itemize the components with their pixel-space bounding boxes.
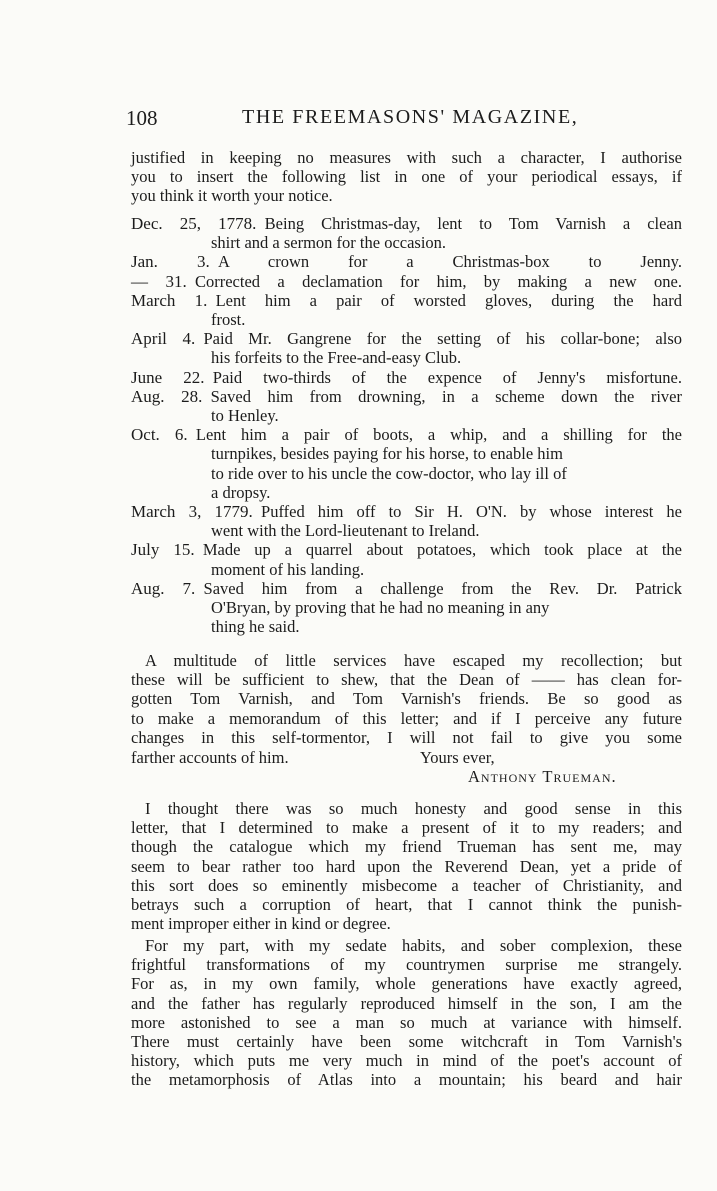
ledger-entry bbox=[131, 291, 682, 329]
text-line: seem to bear rather too hard upon the Reverend Dean, yet a pride of bbox=[131, 856, 682, 876]
text-line: you to insert the following list in one of your periodical essays, if bbox=[131, 167, 682, 187]
entry-text: A crown for a Christmas-box to Jenny. bbox=[217, 252, 682, 272]
entry-date: Jan. 3. bbox=[131, 252, 210, 272]
text-line: justified in keeping no measures with such a character, I authorise bbox=[131, 148, 682, 167]
ledger-entry bbox=[131, 387, 682, 425]
entry-first-line bbox=[131, 425, 682, 444]
text-line: this sort does so eminently misbecome a teacher of Christianity, and bbox=[131, 875, 682, 895]
entry-continuation-line: his forfeits to the Free-and-easy Club. bbox=[211, 348, 462, 368]
text-line: to make a memorandum of this letter; and if I perceive any future bbox=[131, 708, 682, 728]
entry-text: Paid two-thirds of the expence of Jenny's misfortune. bbox=[212, 367, 682, 387]
entry-continuation-line: shirt and a sermon for the occasion. bbox=[211, 233, 447, 253]
ledger-entry bbox=[131, 579, 682, 637]
entry-first-line bbox=[131, 368, 682, 387]
entry-date: — 31. bbox=[131, 271, 187, 291]
entry-continuation-line: went with the Lord-lieutenant to Ireland. bbox=[211, 521, 480, 541]
text-line: the metamorphosis of Atlas into a mountain; his beard and hair bbox=[131, 1070, 682, 1090]
entry-date: Oct. 6. bbox=[131, 425, 188, 445]
page-header bbox=[126, 104, 682, 138]
text-line: and the father has regularly reproduced himself in the son, I am the bbox=[131, 993, 682, 1013]
entry-text: Paid Mr. Gangrene for the setting of his collar-bone; also bbox=[203, 329, 683, 349]
entry-continuation-line: a dropsy. bbox=[211, 482, 271, 502]
ledger-entry bbox=[131, 425, 682, 502]
entry-first-line bbox=[131, 329, 682, 348]
entry-first-line bbox=[131, 272, 682, 291]
ledger-entry bbox=[131, 502, 682, 540]
ledger-list bbox=[131, 214, 682, 636]
text-line: though the catalogue which my friend Trueman has sent me, may bbox=[131, 837, 682, 857]
entry-date: July 15. bbox=[131, 540, 195, 560]
intro-paragraph bbox=[131, 148, 682, 206]
entry-continuation-line: thing he said. bbox=[211, 617, 300, 637]
text-line: For my part, with my sedate habits, and sober complexion, these bbox=[145, 936, 682, 955]
entry-date: March 3, 1779. bbox=[131, 502, 253, 522]
text-line: letter, that I determined to make a present of it to my readers; and bbox=[131, 818, 682, 838]
ledger-entry bbox=[131, 329, 682, 367]
text-line: you think it worth your notice. bbox=[131, 186, 333, 206]
entry-date: April 4. bbox=[131, 329, 196, 349]
ledger-entry bbox=[131, 214, 682, 252]
entry-continuation-line: frost. bbox=[211, 310, 246, 330]
entry-text: Corrected a declamation for him, by making a new one. bbox=[194, 271, 682, 291]
entry-continuation-line: moment of his landing. bbox=[211, 559, 365, 579]
entry-text: Lent him a pair of boots, a whip, and a shilling for the bbox=[195, 425, 683, 445]
entry-date: March 1. bbox=[131, 290, 208, 310]
entry-date: Dec. 25, 1778. bbox=[131, 214, 257, 233]
text-line: frightful transformations of my countrymen surprise me strangely. bbox=[131, 955, 682, 975]
text-line: There must certainly have been some witchcraft in Tom Varnish's bbox=[131, 1032, 682, 1052]
ledger-entry bbox=[131, 252, 682, 271]
running-head: THE FREEMASONS' MAGAZINE, bbox=[242, 106, 579, 128]
entry-first-line bbox=[131, 540, 682, 559]
text-line: ment improper either in kind or degree. bbox=[131, 914, 391, 934]
text-line: A multitude of little services have escaped my recollection; but bbox=[145, 651, 682, 670]
entry-text: Saved him from a challenge from the Rev. Dr. Patrick bbox=[203, 578, 683, 598]
entry-first-line bbox=[131, 387, 682, 406]
reflection-paragraph bbox=[131, 936, 682, 1090]
entry-text: Made up a quarrel about potatoes, which took place at the bbox=[202, 540, 682, 560]
entry-date: Aug. 28. bbox=[131, 386, 203, 406]
entry-first-line bbox=[131, 252, 682, 271]
ledger-entry bbox=[131, 540, 682, 578]
entry-continuation-line: to Henley. bbox=[211, 406, 279, 426]
text-line: more astonished to see a man so much at variance with himself. bbox=[131, 1012, 682, 1032]
text-line: For as, in my own family, whole generations have exactly agreed, bbox=[131, 974, 682, 994]
ledger-entry bbox=[131, 368, 682, 387]
last-line-left: farther accounts of him. bbox=[131, 748, 289, 767]
text-line: I thought there was so much honesty and good sense in this bbox=[145, 799, 682, 818]
entry-date: June 22. bbox=[131, 367, 205, 387]
entry-first-line bbox=[131, 214, 682, 233]
yours-ever: Yours ever, bbox=[420, 748, 495, 767]
entry-date: Aug. 7. bbox=[131, 578, 196, 598]
text-line: changes in this self-tormentor, I will not fail to give you some bbox=[131, 727, 682, 747]
letter-closing-paragraph bbox=[131, 651, 682, 747]
entry-first-line bbox=[131, 502, 682, 521]
entry-continuation-line: turnpikes, besides paying for his horse, to enable him bbox=[211, 444, 563, 464]
signature: Anthony Trueman. bbox=[468, 767, 617, 786]
ledger-entry bbox=[131, 272, 682, 291]
commentary-paragraph bbox=[131, 799, 682, 933]
entry-text: Lent him a pair of worsted gloves, during the hard bbox=[215, 290, 683, 310]
entry-text: Being Christmas-day, lent to Tom Varnish a clean bbox=[264, 214, 682, 233]
text-line: gotten Tom Varnish, and Tom Varnish's friends. Be so good as bbox=[131, 689, 682, 709]
entry-continuation-line: to ride over to his uncle the cow-doctor, who lay ill of bbox=[211, 463, 567, 483]
entry-text: Puffed him off to Sir H. O'N. by whose interest he bbox=[261, 502, 682, 522]
entry-first-line bbox=[131, 291, 682, 310]
text-line: history, which puts me very much in mind of the poet's account of bbox=[131, 1051, 682, 1071]
entry-first-line bbox=[131, 579, 682, 598]
entry-continuation-line: O'Bryan, by proving that he had no meaning in any bbox=[211, 598, 550, 618]
text-line: betrays such a corruption of heart, that I cannot think the punish- bbox=[131, 895, 682, 915]
text-line: these will be sufficient to shew, that the Dean of —— has clean for- bbox=[131, 670, 682, 690]
entry-text: Saved him from drowning, in a scheme down the river bbox=[210, 386, 682, 406]
page-number: 108 bbox=[126, 106, 158, 130]
